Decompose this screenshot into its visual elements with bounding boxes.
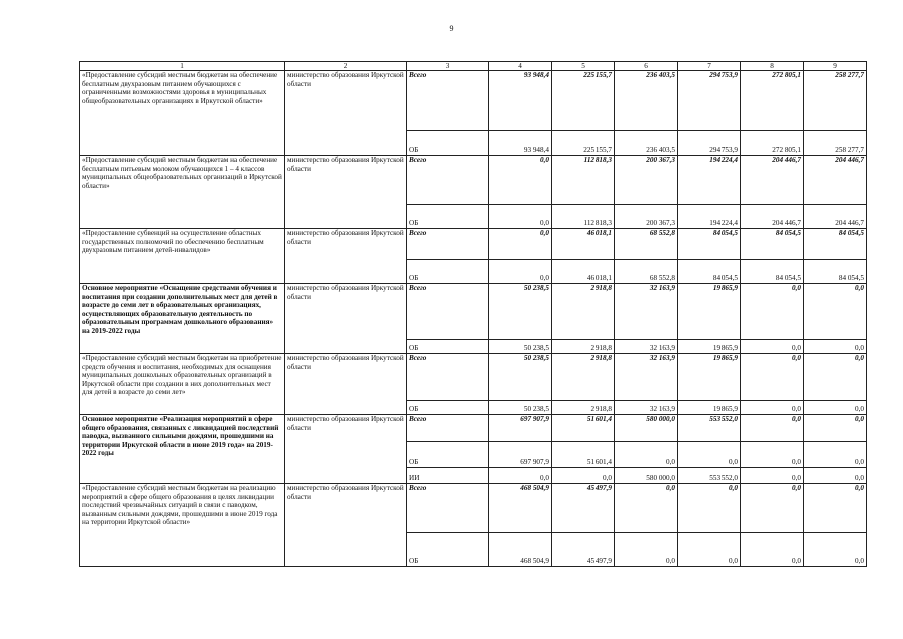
amount-cell: 204 446,7 [741, 205, 804, 229]
responsible-executor: министерство образования Иркутской области [285, 71, 407, 156]
column-header: 1 [80, 62, 285, 71]
responsible-executor: министерство образования Иркутской области [285, 229, 407, 284]
amount-cell: 204 446,7 [741, 156, 804, 205]
amount-cell: 46 018,1 [552, 229, 615, 260]
amount-cell: 19 865,9 [678, 401, 741, 415]
amount-cell: 0,0 [615, 484, 678, 533]
amount-cell: 19 865,9 [678, 340, 741, 354]
amount-cell: 46 018,1 [552, 260, 615, 284]
amount-cell: 0,0 [489, 468, 552, 484]
amount-cell: 19 865,9 [678, 284, 741, 340]
amount-cell: 258 277,7 [804, 71, 867, 131]
column-header: 5 [552, 62, 615, 71]
table-row [80, 229, 867, 260]
measure-name: Основное мероприятие «Оснащение средствами обучения и воспитания при создании дополнительных мест для детей в возрасте до семи лет в образовательных организациях, осуществляющих образовательную деятельность по образовательным программам дошкольного образования» на 2019-2022 годы [80, 284, 285, 354]
amount-cell: 0,0 [804, 484, 867, 533]
amount-cell: 50 238,5 [489, 284, 552, 340]
amount-cell: 84 054,5 [741, 260, 804, 284]
funding-source: Всего [407, 284, 489, 340]
responsible-executor: министерство образования Иркутской области [285, 156, 407, 229]
column-header: 3 [407, 62, 489, 71]
amount-cell: 0,0 [678, 484, 741, 533]
amount-cell: 68 552,8 [615, 260, 678, 284]
amount-cell: 272 805,1 [741, 131, 804, 156]
page-number: 9 [449, 24, 454, 33]
amount-cell: 258 277,7 [804, 131, 867, 156]
amount-cell: 553 552,0 [678, 415, 741, 442]
amount-cell: 272 805,1 [741, 71, 804, 131]
amount-cell: 84 054,5 [678, 260, 741, 284]
amount-cell: 553 552,0 [678, 468, 741, 484]
table-row [80, 71, 867, 131]
measure-name: «Предоставление субсидий местным бюджетам на обеспечение бесплатным питьевым молоком обучающихся 1 – 4 классов муниципальных общеобразовательных организаций в Иркутской области» [80, 156, 285, 229]
amount-cell: 0,0 [552, 468, 615, 484]
amount-cell: 0,0 [489, 229, 552, 260]
table-row [80, 415, 867, 442]
amount-cell: 84 054,5 [804, 229, 867, 260]
amount-cell: 697 907,9 [489, 442, 552, 468]
table-row [80, 284, 867, 340]
amount-cell: 697 907,9 [489, 415, 552, 442]
table-row [80, 354, 867, 401]
funding-source: ОБ [407, 131, 489, 156]
amount-cell: 32 163,9 [615, 340, 678, 354]
amount-cell: 200 367,3 [615, 156, 678, 205]
funding-source: ОБ [407, 260, 489, 284]
funding-source: ИИ [407, 468, 489, 484]
amount-cell: 2 918,8 [552, 340, 615, 354]
amount-cell: 0,0 [804, 468, 867, 484]
amount-cell: 0,0 [804, 340, 867, 354]
amount-cell: 580 000,0 [615, 415, 678, 442]
amount-cell: 236 403,5 [615, 131, 678, 156]
amount-cell: 468 504,9 [489, 484, 552, 533]
amount-cell: 0,0 [804, 401, 867, 415]
responsible-executor: министерство образования Иркутской области [285, 484, 407, 567]
amount-cell: 0,0 [804, 533, 867, 567]
amount-cell: 294 753,9 [678, 131, 741, 156]
amount-cell: 0,0 [741, 442, 804, 468]
amount-cell: 0,0 [804, 354, 867, 401]
amount-cell: 50 238,5 [489, 401, 552, 415]
amount-cell: 19 865,9 [678, 354, 741, 401]
table-row [80, 484, 867, 533]
amount-cell: 0,0 [489, 205, 552, 229]
column-header: 4 [489, 62, 552, 71]
funding-source: Всего [407, 484, 489, 533]
amount-cell: 84 054,5 [678, 229, 741, 260]
column-header: 2 [285, 62, 407, 71]
amount-cell: 0,0 [678, 533, 741, 567]
amount-cell: 0,0 [741, 354, 804, 401]
funding-source: ОБ [407, 533, 489, 567]
amount-cell: 0,0 [741, 533, 804, 567]
responsible-executor: министерство образования Иркутской области [285, 284, 407, 354]
amount-cell: 0,0 [741, 340, 804, 354]
amount-cell: 0,0 [804, 415, 867, 442]
amount-cell: 112 818,3 [552, 156, 615, 205]
amount-cell: 236 403,5 [615, 71, 678, 131]
table-body [80, 71, 867, 567]
column-header: 7 [678, 62, 741, 71]
column-header: 9 [804, 62, 867, 71]
amount-cell: 0,0 [804, 442, 867, 468]
amount-cell: 0,0 [615, 533, 678, 567]
funding-source: ОБ [407, 401, 489, 415]
amount-cell: 50 238,5 [489, 354, 552, 401]
amount-cell: 32 163,9 [615, 284, 678, 340]
column-header: 6 [615, 62, 678, 71]
amount-cell: 204 446,7 [804, 205, 867, 229]
amount-cell: 294 753,9 [678, 71, 741, 131]
funding-source: Всего [407, 229, 489, 260]
amount-cell: 204 446,7 [804, 156, 867, 205]
amount-cell: 0,0 [615, 442, 678, 468]
amount-cell: 0,0 [804, 284, 867, 340]
amount-cell: 0,0 [741, 401, 804, 415]
funding-source: Всего [407, 156, 489, 205]
amount-cell: 0,0 [489, 156, 552, 205]
responsible-executor: министерство образования Иркутской области [285, 415, 407, 484]
responsible-executor: министерство образования Иркутской области [285, 354, 407, 415]
amount-cell: 225 155,7 [552, 71, 615, 131]
amount-cell: 2 918,8 [552, 401, 615, 415]
funding-source: ОБ [407, 442, 489, 468]
amount-cell: 45 497,9 [552, 484, 615, 533]
amount-cell: 51 601,4 [552, 415, 615, 442]
measure-name: «Предоставление субсидий местным бюджетам на обеспечение бесплатным двухразовым питанием обучающихся с ограниченными возможностями здоровья в муниципальных общеобразовательных организациях в Иркутской области» [80, 71, 285, 156]
amount-cell: 0,0 [741, 468, 804, 484]
amount-cell: 32 163,9 [615, 354, 678, 401]
amount-cell: 468 504,9 [489, 533, 552, 567]
amount-cell: 112 818,3 [552, 205, 615, 229]
amount-cell: 68 552,8 [615, 229, 678, 260]
amount-cell: 194 224,4 [678, 156, 741, 205]
funding-source: Всего [407, 354, 489, 401]
amount-cell: 0,0 [741, 284, 804, 340]
amount-cell: 0,0 [678, 442, 741, 468]
measure-name: «Предоставление субвенций на осуществление областных государственных полномочий по обеспечению бесплатным двухразовым питанием детей-инвалидов» [80, 229, 285, 284]
amount-cell: 0,0 [741, 415, 804, 442]
amount-cell: 51 601,4 [552, 442, 615, 468]
funding-source: ОБ [407, 205, 489, 229]
amount-cell: 580 000,0 [615, 468, 678, 484]
amount-cell: 0,0 [489, 260, 552, 284]
amount-cell: 50 238,5 [489, 340, 552, 354]
measure-name: «Предоставление субсидий местным бюджетам на реализацию мероприятий в сфере общего образования в целях ликвидации последствий чрезвычайных ситуаций в связи с паводком, вызванным сильными дождями, прошедшими в июне 2019 года на территории Иркутской области» [80, 484, 285, 567]
funding-source: Всего [407, 71, 489, 131]
amount-cell: 0,0 [741, 484, 804, 533]
amount-cell: 84 054,5 [741, 229, 804, 260]
amount-cell: 225 155,7 [552, 131, 615, 156]
funding-source: ОБ [407, 340, 489, 354]
column-header: 8 [741, 62, 804, 71]
measure-name: Основное мероприятие «Реализация мероприятий в сфере общего образования, связанных с ликвидацией последствий паводка, вызванного сильными дождями, прошедшими на территории Иркутской области в июне 2019 года» на 2019-2022 годы [80, 415, 285, 484]
amount-cell: 45 497,9 [552, 533, 615, 567]
amount-cell: 93 948,4 [489, 71, 552, 131]
amount-cell: 194 224,4 [678, 205, 741, 229]
table-row [80, 156, 867, 205]
amount-cell: 93 948,4 [489, 131, 552, 156]
amount-cell: 84 054,5 [804, 260, 867, 284]
amount-cell: 32 163,9 [615, 401, 678, 415]
funding-source: Всего [407, 415, 489, 442]
amount-cell: 2 918,8 [552, 354, 615, 401]
measure-name: «Предоставление субсидий местным бюджетам на приобретение средств обучения и воспитания, необходимых для оснащения муниципальных дошкольных образовательных организаций в Иркутской области при создании в них дополнительных мест для детей в возрасте до семи лет» [80, 354, 285, 415]
amount-cell: 2 918,8 [552, 284, 615, 340]
amount-cell: 200 367,3 [615, 205, 678, 229]
header-row [80, 62, 867, 71]
budget-table [79, 61, 867, 567]
